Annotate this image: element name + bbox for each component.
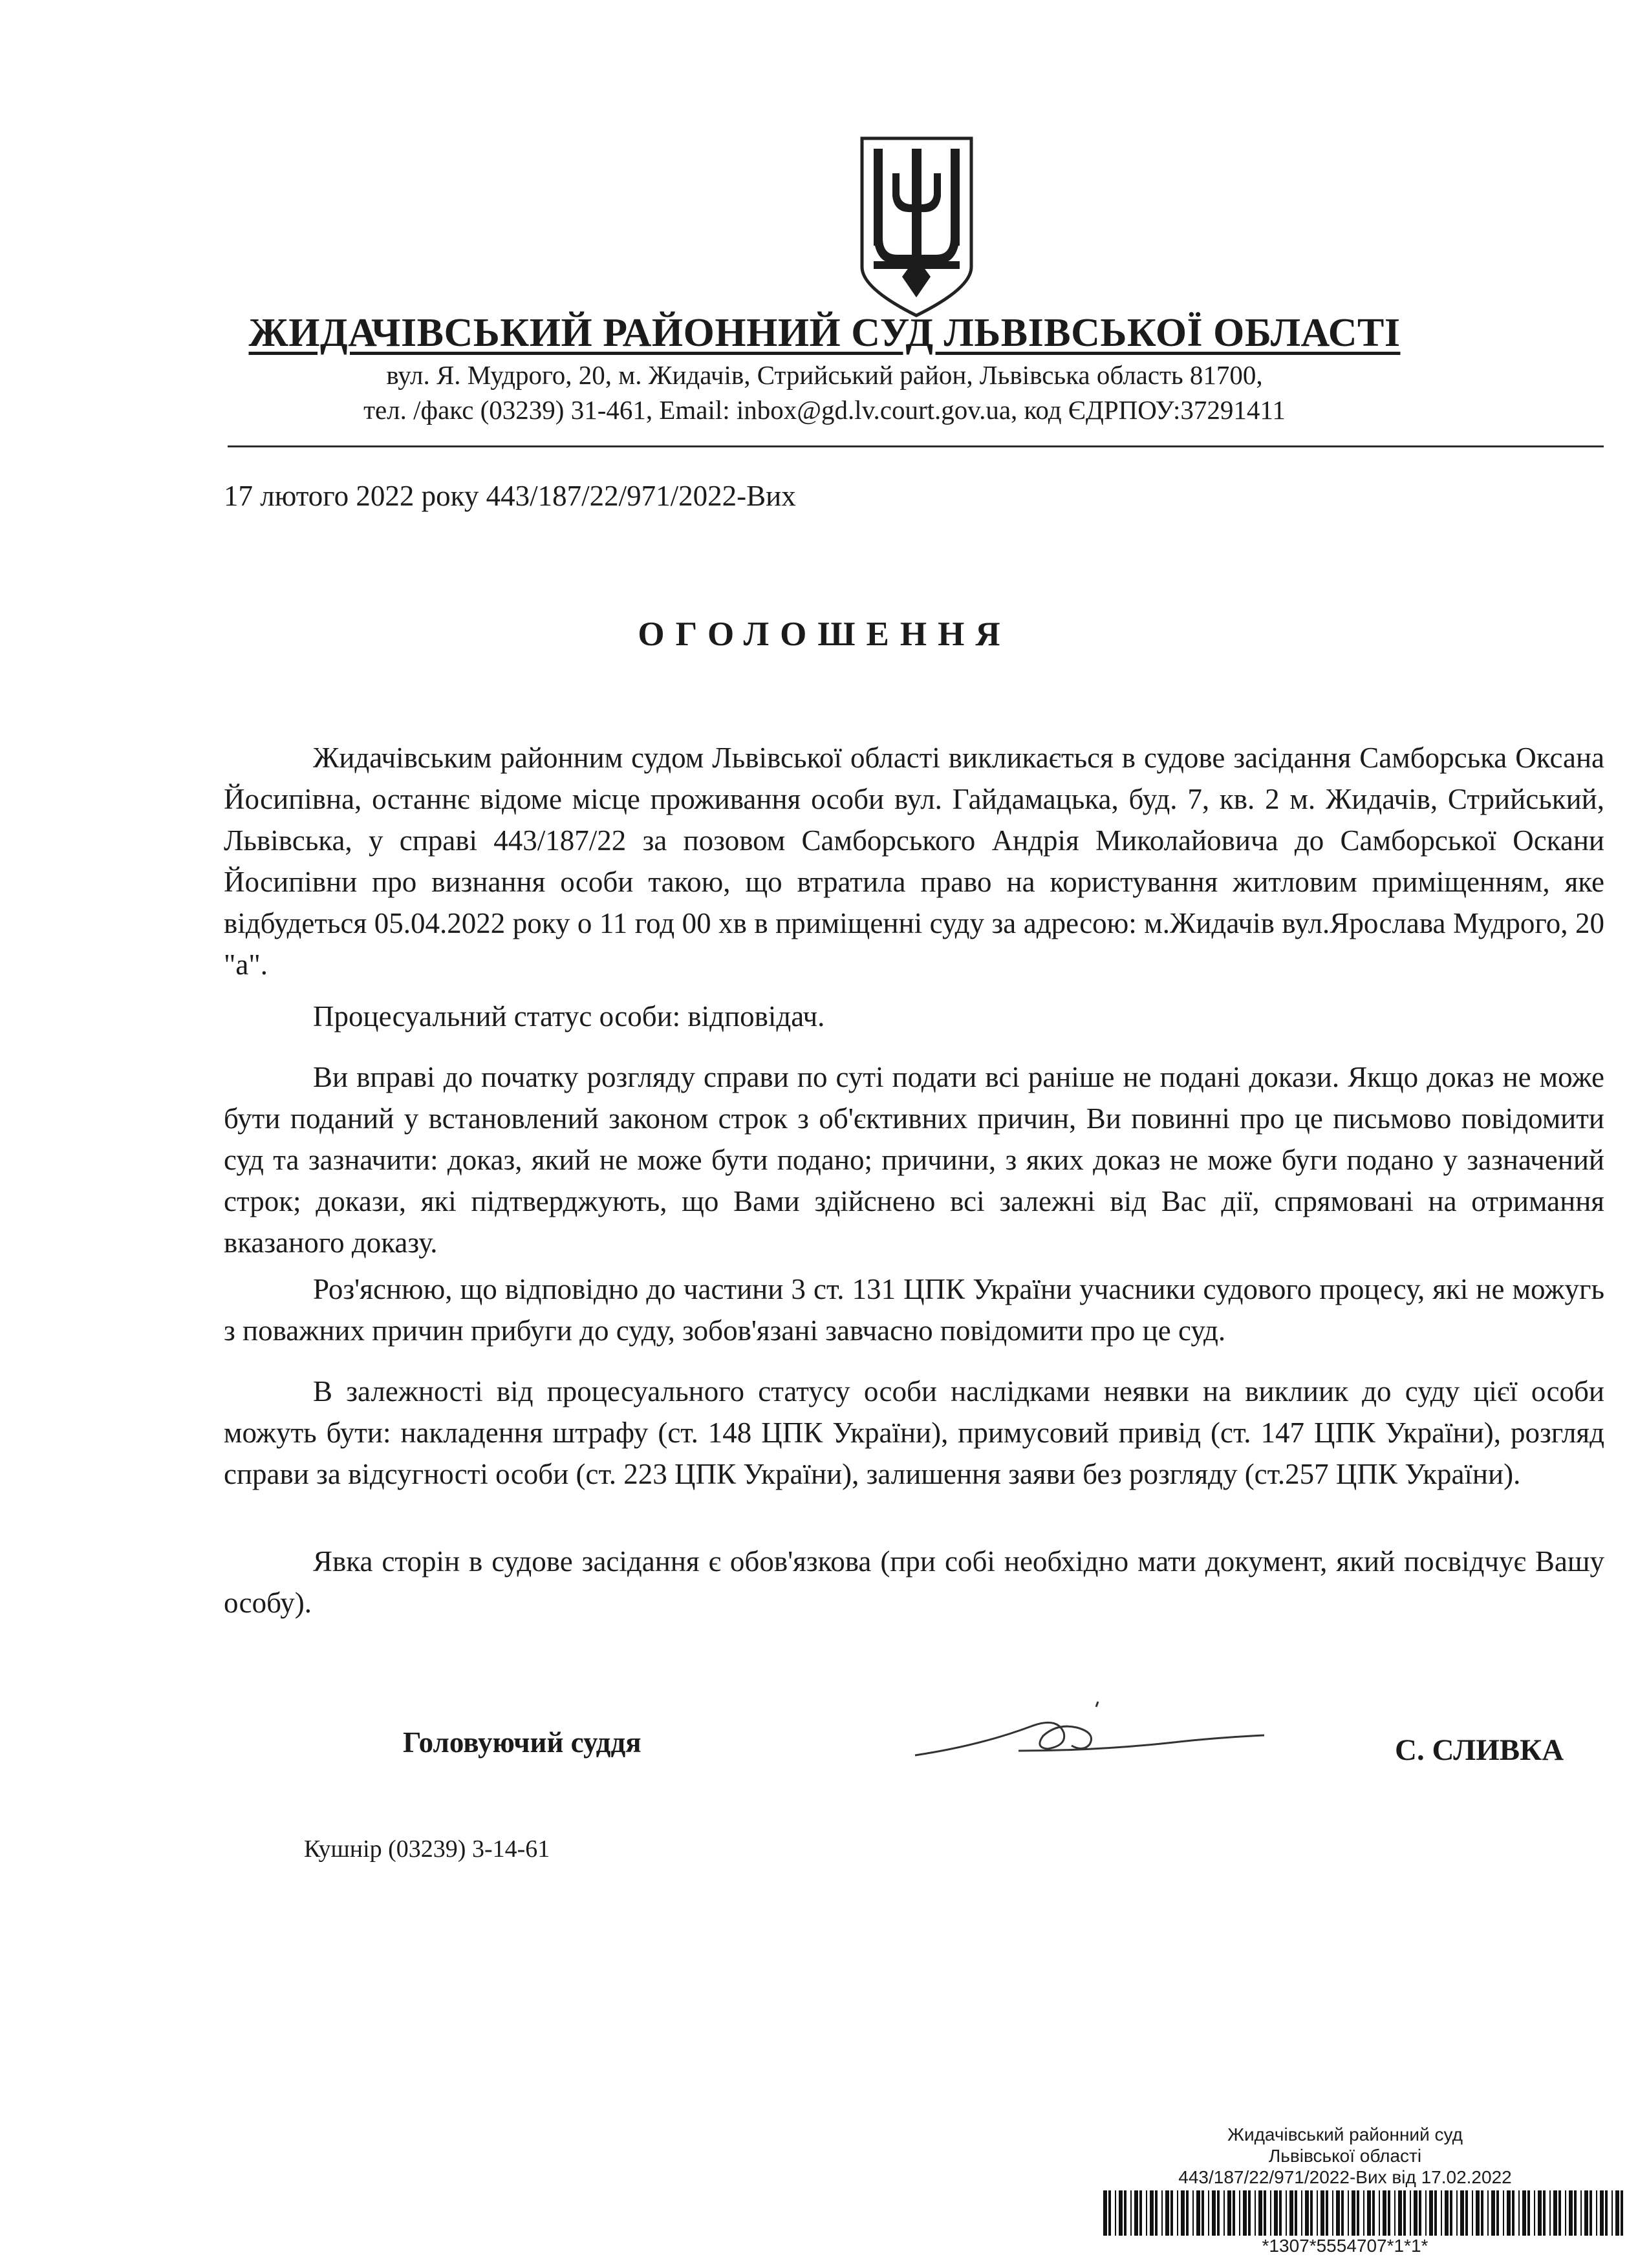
handwritten-signature (902, 1681, 1303, 1778)
signature-label: Головуючий суддя (403, 1726, 641, 1759)
barcode (1103, 2190, 1627, 2236)
barcode-text: *1307*5554707*1*1* (1262, 2236, 1428, 2256)
paragraph-summons (224, 737, 1604, 985)
stamp-court-name: Жидачівський районний суд (1227, 2124, 1463, 2145)
executor-contact: Кушнір (03239) 3-14-61 (304, 1835, 550, 1863)
paragraph-text: Жидачівським районним судом Львівської області викликається в судове засідання Самборська Оксана Йосипівна, останнє відоме місце проживання особи вул. Гайдамацька, буд. 7, кв. 2 м. Жидачів, Стрийський, Львівська, у справі 443/187/22 за позовом Самборського Андрія Миколайовича до Самборської Оскани Йосипівни про визнання особи такою, що втратила право на користування житловим приміщенням, яке відбудеться 05.04.2022 року о 11 год 00 хв в приміщенні суду за адресою: м.Жидачів вул.Ярослава Мудрого, 20 "а". (224, 742, 1604, 981)
paragraph-evidence (224, 1056, 1604, 1263)
document-date-number: 17 лютого 2022 року 443/187/22/971/2022-Вих (224, 480, 796, 512)
paragraph-text: Явка сторін в судове засідання є обов'язкова (при собі необхідно мати документ, який посвідчує Вашу особу). (224, 1545, 1604, 1619)
paragraph-attendance (224, 1541, 1604, 1623)
stamp-outgoing-number: 443/187/22/971/2022-Вих від 17.02.2022 (1178, 2167, 1512, 2187)
paragraph-consequences (224, 1371, 1604, 1495)
stamp-region: Львівської області (1268, 2146, 1422, 2166)
paragraph-text: Процесуальний статус особи: відповідач. (313, 1000, 825, 1032)
paragraph-status (224, 996, 1604, 1037)
court-address: вул. Я. Мудрого, 20, м. Жидачів, Стрийський район, Львівська область 81700, (386, 360, 1263, 390)
paragraph-text: Ви вправі до початку розгляду справи по суті подати всі раніше не подані докази. Якщо доказ не може бути поданий у встановлений законом строк з об'єктивних причин, Ви повинні про це письмово повідомити суд та зазначити: доказ, який не може бути подано; причини, з яких доказ не може буги подано у зазначений строк; докази, які підтверджують, що Вами здійснено всі залежні від Вас дії, спрямовані на отримання вказаного доказу. (224, 1061, 1604, 1259)
paragraph-text: Роз'яснюю, що відповідно до частини 3 ст. 131 ЦПК України учасники судового процесу, які не можугь з поважних причин прибуги до суду, зобов'язані завчасно повідомити про це суд. (224, 1273, 1604, 1347)
court-name: ЖИДАЧІВСЬКИЙ РАЙОННИЙ СУД ЛЬВІВСЬКОЇ ОБЛАСТІ (248, 311, 1401, 355)
header-divider (228, 445, 1604, 447)
paragraph-text: В залежності від процесуального статусу особи наслідками неявки на виклиик до суду цієї особи можуть бути: накладення штрафу (ст. 148 ЦПК України), примусовий привід (ст. 147 ЦПК України), розгляд справи за відсугності особи (ст. 223 ЦПК України), залишення заяви без розгляду (ст.257 ЦПК України). (224, 1375, 1604, 1490)
trident-emblem (857, 134, 976, 319)
document-title: ОГОЛОШЕННЯ (638, 615, 1011, 653)
paragraph-explanation (224, 1268, 1604, 1351)
judge-name: С. СЛИВКА (1395, 1733, 1564, 1767)
court-contacts: тел. /факс (03239) 31-461, Email: inbox@gd.lv.court.gov.ua, код ЄДРПОУ:37291411 (363, 395, 1286, 425)
